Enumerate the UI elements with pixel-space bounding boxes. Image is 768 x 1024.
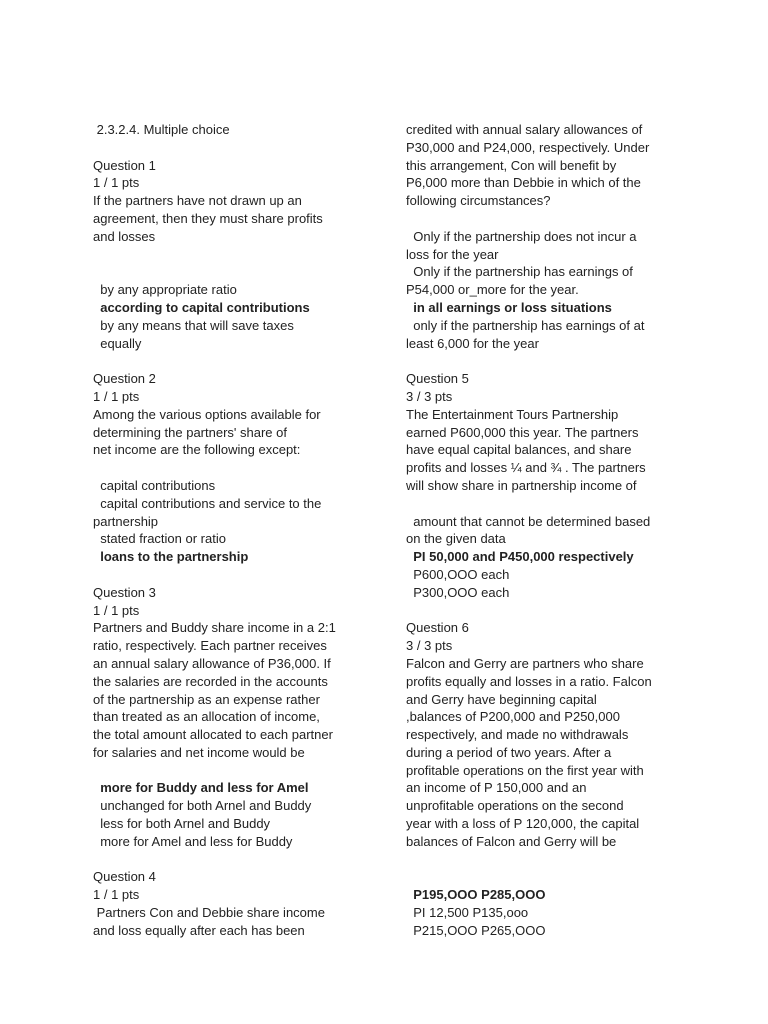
answer-option[interactable]: Only if the partnership has earnings of — [406, 264, 633, 280]
answer-option-correct[interactable]: P195,OOO P285,OOO — [406, 887, 546, 903]
question-5 — [406, 370, 696, 601]
answer-option[interactable]: capital contributions and service to the — [93, 495, 322, 511]
answer-option-correct[interactable]: more for Buddy and less for Amel — [93, 780, 309, 796]
question-3 — [93, 584, 383, 851]
question-points: 1 / 1 pts — [93, 602, 140, 618]
question-text-line: Partners and Buddy share income in a 2:1 — [93, 620, 336, 636]
answer-option[interactable]: P215,OOO P265,OOO — [406, 922, 546, 938]
question-text-line: profits equally and losses in a ratio. Falcon — [406, 673, 652, 689]
question-title: Question 5 — [406, 371, 469, 387]
left-column — [93, 121, 383, 940]
question-title: Question 3 — [93, 584, 156, 600]
question-4-start — [93, 868, 383, 939]
answer-option[interactable]: more for Amel and less for Buddy — [93, 833, 293, 849]
question-points: 3 / 3 pts — [406, 638, 453, 654]
question-text-line: unprofitable operations on the second — [406, 798, 624, 814]
answer-option[interactable]: stated fraction or ratio — [93, 531, 226, 547]
question-6 — [406, 619, 696, 939]
answer-option-continued[interactable]: P54,000 or_more for the year. — [406, 282, 579, 298]
question-text-line: Falcon and Gerry are partners who share — [406, 655, 644, 671]
question-text-line: earned P600,000 this year. The partners — [406, 424, 639, 440]
answer-option-correct[interactable]: loans to the partnership — [93, 549, 249, 565]
answer-option-correct[interactable]: in all earnings or loss situations — [406, 299, 612, 315]
question-text-line: an income of P 150,000 and an — [406, 780, 587, 796]
question-text-line: this arrangement, Con will benefit by — [406, 157, 617, 173]
question-points: 1 / 1 pts — [93, 388, 140, 404]
question-text-line: following circumstances? — [406, 193, 551, 209]
question-title: Question 4 — [93, 869, 156, 885]
question-points: 1 / 1 pts — [93, 175, 140, 191]
question-text-line: and losses — [93, 228, 156, 244]
right-column — [406, 121, 696, 940]
question-text-line: of the partnership as an expense rather — [93, 691, 320, 707]
question-text-line: net income are the following except: — [93, 442, 301, 458]
question-text-line: balances of Falcon and Gerry will be — [406, 833, 617, 849]
answer-option-continued[interactable]: partnership — [93, 513, 159, 529]
question-text-line: an annual salary allowance of P36,000. If — [93, 655, 331, 671]
question-title: Question 6 — [406, 620, 469, 636]
question-text-line: Partners Con and Debbie share income — [93, 905, 325, 921]
question-title: Question 2 — [93, 371, 156, 387]
answer-option-correct[interactable]: according to capital contributions — [93, 299, 310, 315]
question-text-line: respectively, and made no withdrawals — [406, 727, 629, 743]
question-text-line: for salaries and net income would be — [93, 744, 305, 760]
answer-option[interactable]: amount that cannot be determined based — [406, 513, 651, 529]
question-1 — [93, 157, 383, 353]
question-text-line: agreement, then they must share profits — [93, 210, 323, 226]
question-text-line: have equal capital balances, and share — [406, 442, 632, 458]
question-text-line: and Gerry have beginning capital — [406, 691, 597, 707]
question-text-line: ,balances of P200,000 and P250,000 — [406, 709, 620, 725]
answer-option[interactable]: P600,OOO each — [406, 566, 510, 582]
section-heading: 2.3.2.4. Multiple choice — [93, 122, 230, 137]
answer-option[interactable]: P300,OOO each — [406, 584, 510, 600]
question-text-line: will show share in partnership income of — [406, 477, 637, 493]
question-text-line: P30,000 and P24,000, respectively. Under — [406, 139, 650, 155]
answer-option[interactable]: equally — [93, 335, 142, 351]
question-text-line: than treated as an allocation of income, — [93, 709, 320, 725]
answer-option[interactable]: by any means that will save taxes — [93, 317, 294, 333]
answer-option[interactable]: only if the partnership has earnings of at — [406, 317, 645, 333]
answer-option[interactable]: PI 12,500 P135,ooo — [406, 905, 529, 921]
question-points: 1 / 1 pts — [93, 887, 140, 903]
question-text-line: If the partners have not drawn up an — [93, 193, 302, 209]
question-points: 3 / 3 pts — [406, 388, 453, 404]
question-text-line: Among the various options available for — [93, 406, 321, 422]
answer-option-continued[interactable]: least 6,000 for the year — [406, 335, 539, 351]
answer-option-correct[interactable]: PI 50,000 and P450,000 respectively — [406, 549, 634, 565]
question-text-line: and loss equally after each has been — [93, 922, 305, 938]
question-text-line: credited with annual salary allowances of — [406, 122, 643, 137]
question-2 — [93, 370, 383, 566]
question-text-line: profitable operations on the first year with — [406, 762, 644, 778]
answer-option-continued[interactable]: loss for the year — [406, 246, 499, 262]
question-title: Question 1 — [93, 157, 156, 173]
question-text-line: the total amount allocated to each partner — [93, 727, 333, 743]
answer-option-continued[interactable]: on the given data — [406, 531, 506, 547]
answer-option[interactable]: unchanged for both Arnel and Buddy — [93, 798, 312, 814]
question-text-line: profits and losses ¼ and ¾ . The partners — [406, 460, 646, 476]
question-text-line: during a period of two years. After a — [406, 744, 612, 760]
question-text-line: The Entertainment Tours Partnership — [406, 406, 619, 422]
answer-option[interactable]: less for both Arnel and Buddy — [93, 816, 271, 832]
answer-option[interactable]: by any appropriate ratio — [93, 282, 237, 298]
question-text-line: ratio, respectively. Each partner receives — [93, 638, 327, 654]
answer-option[interactable]: Only if the partnership does not incur a — [406, 228, 637, 244]
question-4-continued — [406, 121, 696, 352]
answer-option[interactable]: capital contributions — [93, 477, 216, 493]
question-text-line: year with a loss of P 120,000, the capital — [406, 816, 640, 832]
question-text-line: P6,000 more than Debbie in which of the — [406, 175, 641, 191]
question-text-line: determining the partners' share of — [93, 424, 287, 440]
question-text-line: the salaries are recorded in the accounts — [93, 673, 328, 689]
